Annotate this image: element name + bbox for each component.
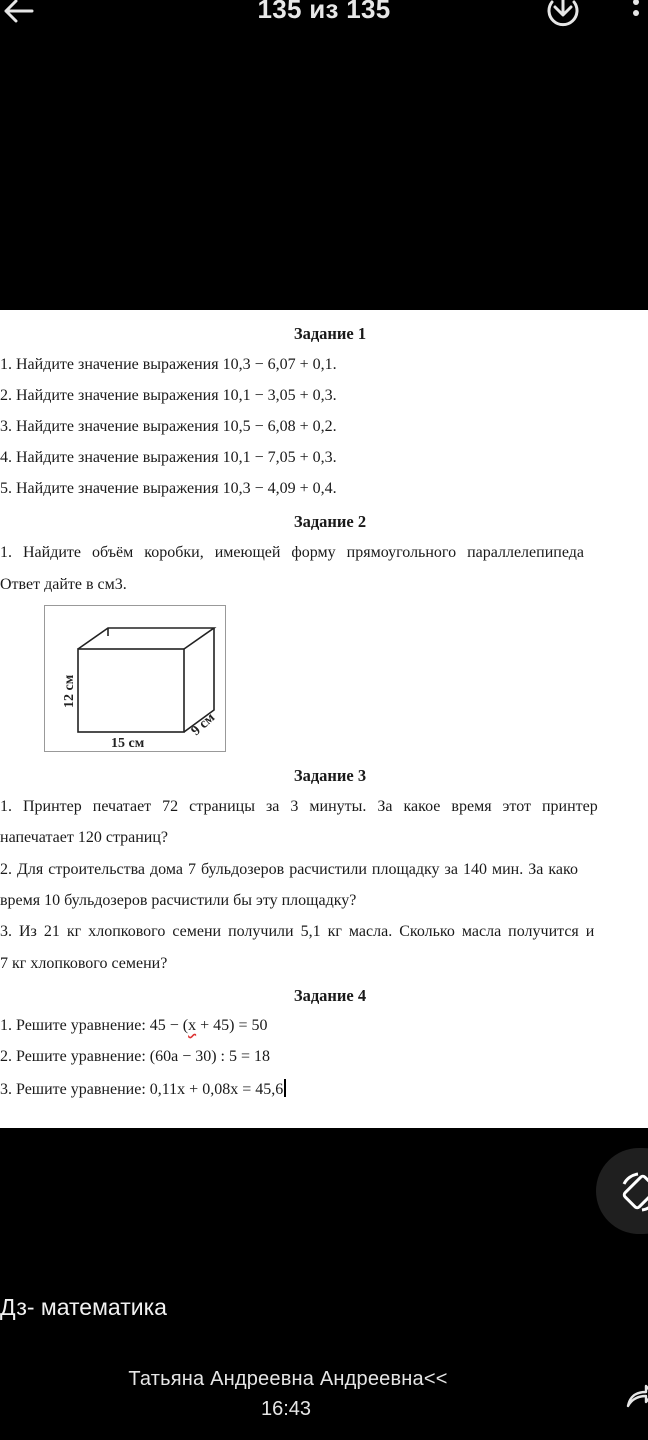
task1-item-4: 4. Найдите значение выражения 10,1 − 7,05 + 0,3.: [0, 449, 337, 466]
task2-line-2: Ответ дайте в см3.: [0, 576, 127, 593]
screen-rotation-icon: [618, 1170, 648, 1214]
width-label: 15 см: [111, 736, 145, 751]
task2-heading: Задание 2: [293, 512, 367, 531]
task4-eq1-prefix: 1. Решите уравнение: 45 − (: [0, 1017, 189, 1034]
task3-line-6: 7 кг хлопкового семени?: [0, 955, 168, 972]
box-figure: [44, 605, 226, 752]
task4-equation-2: 2. Решите уравнение: (60a − 30) : 5 = 18: [0, 1048, 271, 1065]
share-icon[interactable]: [624, 1380, 648, 1410]
sender-name: Татьяна Андреевна Андреевна<<: [128, 1368, 448, 1390]
task4-heading: Задание 4: [293, 986, 367, 1005]
task1-item-2: 2. Найдите значение выражения 10,1 − 3,05 + 0,3.: [0, 387, 337, 404]
task4-eq3-text: 3. Решите уравнение: 0,11x + 0,08x = 45,6: [0, 1081, 284, 1098]
task3-line-4: время 10 бульдозеров расчистили бы эту площадку?: [0, 892, 357, 909]
page-counter: 135 из 135: [257, 0, 391, 24]
task3-heading: Задание 3: [293, 766, 367, 785]
task4-eq1-var: x: [188, 1017, 197, 1034]
height-label: 12 см: [62, 674, 77, 708]
more-options-icon[interactable]: [626, 0, 646, 26]
task1-item-1: 1. Найдите значение выражения 10,3 − 6,07 + 0,1.: [0, 356, 337, 373]
chat-title: Дз- математика: [0, 1294, 167, 1320]
download-icon[interactable]: [540, 0, 586, 30]
rotate-screen-button[interactable]: [596, 1148, 648, 1234]
task1-heading: Задание 1: [293, 324, 367, 343]
message-time: 16:43: [260, 1398, 312, 1420]
task3-line-3: 2. Для строительства дома 7 бульдозеров расчистили площадку за 140 мин. За како: [0, 861, 578, 878]
task2-line-1: 1. Найдите объём коробки, имеющей форму прямоугольного параллелепипеда: [0, 544, 584, 561]
document-page[interactable]: [0, 310, 648, 1128]
viewer-top-bar: [0, 0, 648, 40]
task3-line-1: 1. Принтер печатает 72 страницы за 3 минуты. За какое время этот принтер: [0, 798, 598, 815]
task4-equation-1: [0, 1017, 267, 1035]
text-cursor: [284, 1079, 286, 1097]
task4-eq1-suffix: + 45) = 50: [196, 1017, 268, 1034]
task3-line-5: 3. Из 21 кг хлопкового семени получили 5,1 кг масла. Сколько масла получится и: [0, 923, 595, 940]
parallelepiped-diagram: [45, 606, 225, 751]
depth-label: 9 см: [188, 710, 219, 739]
task1-item-3: 3. Найдите значение выражения 10,5 − 6,08 + 0,2.: [0, 418, 337, 435]
task3-line-2: напечатает 120 страниц?: [0, 829, 169, 846]
task1-item-5: 5. Найдите значение выражения 10,3 − 4,09 + 0,4.: [0, 480, 337, 497]
task4-equation-3: [0, 1079, 286, 1099]
